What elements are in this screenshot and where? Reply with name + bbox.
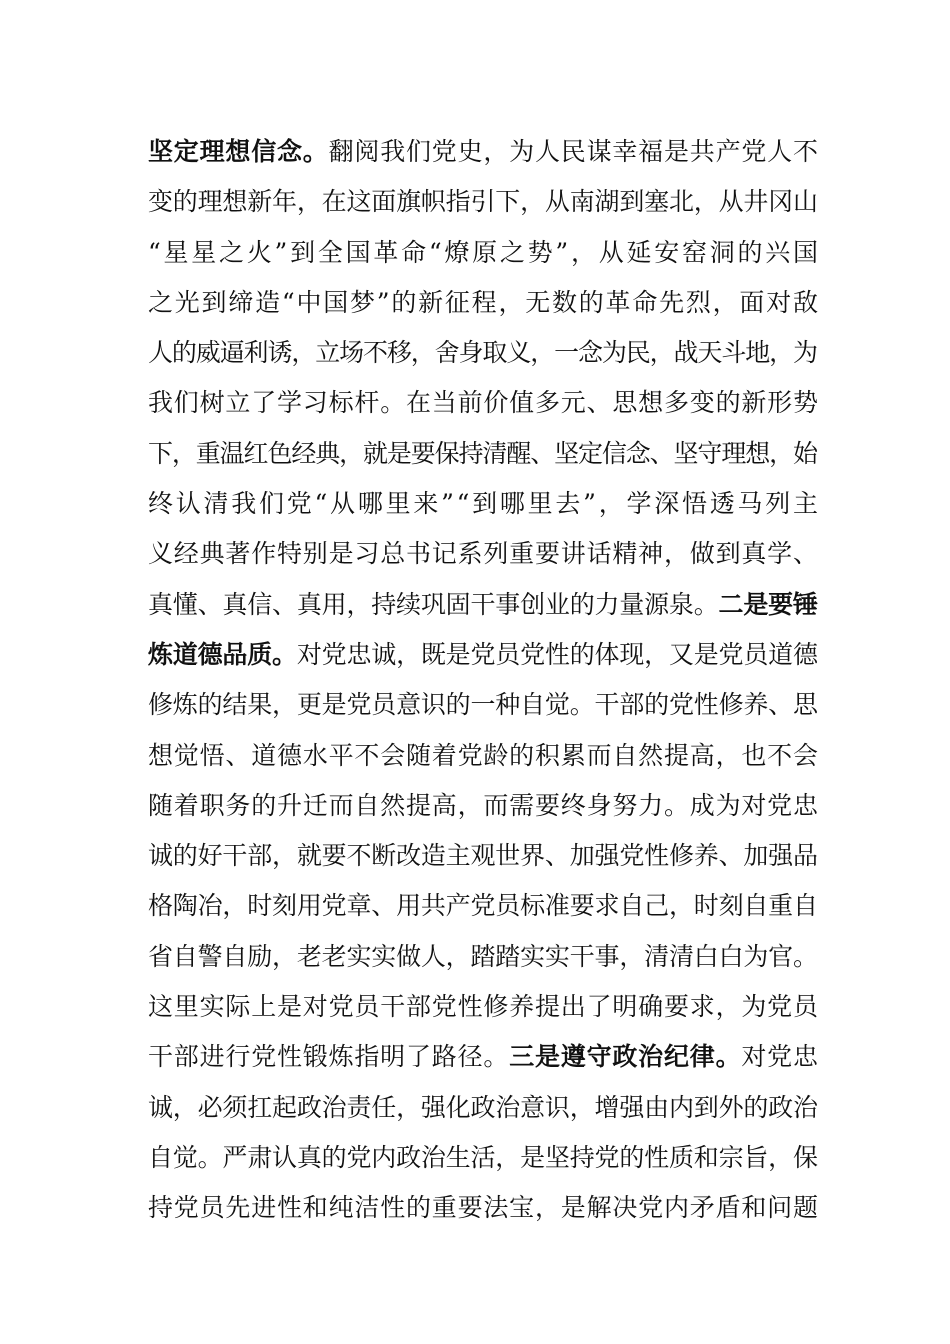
text-line [148,1183,818,1233]
text-line [148,378,818,428]
body-text: 诚，必须扛起政治责任，强化政治意识，增强由内到外的政治 [148,1092,818,1122]
text-line [148,580,818,630]
text-line [148,529,818,579]
bold-heading-text: 二是要锤 [718,589,818,619]
text-line [148,680,818,730]
bold-heading-text: 炼道德品质。 [148,639,297,669]
text-line [148,328,818,378]
body-text: 修炼的结果，更是党员意识的一种自觉。干部的党性修养、思 [148,690,818,720]
text-line [148,177,818,227]
body-text: 格陶冶，时刻用党章、用共产党员标准要求自己，时刻自重自 [148,891,818,921]
body-text: 对党忠 [741,1042,819,1072]
text-line [148,1032,818,1082]
text-line [148,982,818,1032]
text-line [148,1083,818,1133]
body-text: 想觉悟、道德水平不会随着党龄的积累而自然提高，也不会 [148,740,819,770]
body-paragraph [148,127,821,1234]
body-text: “星星之火”到全国革命“燎原之势”，从延安窑洞的兴国 [148,237,821,267]
text-line [148,479,821,529]
body-text: 省自警自励，老老实实做人，踏踏实实干事，清清白白为官。 [148,941,818,971]
text-line [148,731,818,781]
body-text: 干部进行党性锻炼指明了路径。 [148,1042,510,1072]
text-line [148,781,818,831]
bold-heading-text: 三是遵守政治纪律。 [509,1042,742,1072]
text-line [148,831,818,881]
body-text: 诚的好干部，就要不断改造主观世界、加强党性修养、加强品 [148,841,818,871]
text-line [148,1133,818,1183]
body-text: 我们树立了学习标杆。在当前价值多元、思想多变的新形势 [148,388,819,418]
body-text: 持党员先进性和纯洁性的重要法宝，是解决党内矛盾和问题 [148,1193,819,1223]
text-line [148,278,818,328]
body-text: 人的威逼利诱，立场不移，舍身取义，一念为民，战天斗地，为 [148,338,817,368]
text-line [148,932,818,982]
body-text: 随着职务的升迁而自然提高，而需要终身努力。成为对党忠 [148,790,819,820]
text-line [148,630,818,680]
body-text: 义经典著作特别是习总书记系列重要讲话精神，做到真学、 [148,539,819,569]
text-line [148,881,818,931]
body-text: 这里实际上是对党员干部党性修养提出了明确要求，为党员 [148,992,819,1022]
text-line [148,127,818,177]
body-text: 翻阅我们党史，为人民谋幸福是共产党人不 [328,137,819,166]
body-text: 之光到缔造“中国梦”的新征程，无数的革命先烈，面对敌 [148,287,820,317]
bold-heading-text: 坚定理想信念。 [148,137,329,166]
body-text: 自觉。严肃认真的党内政治生活，是坚持党的性质和宗旨，保 [148,1142,818,1172]
body-text: 下，重温红色经典，就是要保持清醒、坚定信念、坚守理想，始 [148,438,817,468]
body-text: 对党忠诚，既是党员党性的体现，又是党员道德 [296,639,818,669]
text-line [148,429,818,479]
body-text: 真懂、真信、真用，持续巩固干事创业的力量源泉。 [148,589,719,619]
body-text: 终认清我们党“从哪里来”“到哪里去”，学深悟透马列主 [148,489,821,519]
text-line [148,228,821,278]
body-text: 变的理想新年，在这面旗帜指引下，从南湖到塞北，从井冈山 [148,187,818,217]
